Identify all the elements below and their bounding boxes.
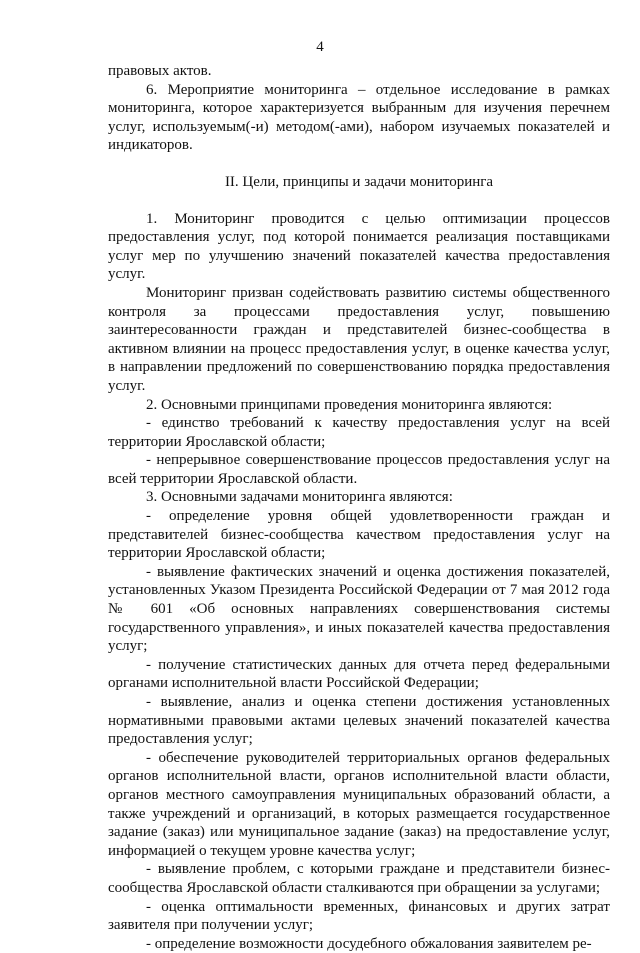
paragraph-3-tasks: 3. Основными задачами мониторинга являются:	[146, 489, 453, 506]
paragraph-continuation: правовых актов.	[108, 63, 212, 79]
list-item-task-appeal: - определение возможности досудебного обжалования заявителем ре-	[146, 935, 592, 952]
paragraph-public-control: Мониторинг призван содействовать развитию системы общественного контроля за процессами предоставления услуг, повышению заинтересованности граждан и представителей бизнес-сообщества в активном влиянии на процесс предоставления услуг, в оценке качества услуг, в направлении предложений по совершенствованию порядка предоставления услуг.	[108, 284, 610, 394]
list-item-task-information: - обеспечение руководителей территориальных органов федеральных органов исполнительной власти, органов исполнительной власти области, органов местного самоуправления муниципальных образований области, а также учреждений и организаций, в которых размещается государственное задание (заказ) или муниципальное задание (заказ) на предоставление услуг, информацией о текущем уровне качества услуг;	[108, 749, 610, 859]
section-heading: II. Цели, принципы и задачи мониторинга	[224, 173, 494, 190]
list-item-principle-improvement: - непрерывное совершенствование процессов предоставления услуг на всей территории Ярославской области.	[108, 452, 610, 487]
page-number: 4	[316, 39, 324, 55]
list-item-task-problems: - выявление проблем, с которыми граждане и представители бизнес-сообщества Ярославской области сталкиваются при обращении за услугами;	[108, 861, 610, 896]
list-item-task-statistics: - получение статистических данных для отчета перед федеральными органами исполнительной власти Российской Федерации;	[108, 656, 610, 692]
list-item-task-target-values: - выявление, анализ и оценка степени достижения установленных нормативными правовыми актами целевых значений показателей качества предоставления услуг;	[108, 694, 610, 748]
list-item-principle-unity: - единство требований к качеству предоставления услуг на всей территории Ярославской области;	[108, 415, 610, 450]
paragraph-6-monitoring-event: 6. Мероприятие мониторинга – отдельное исследование в рамках мониторинга, которое характеризуется выбранным для изучения перечнем услуг, используемым(-и) методом(-ами), набором изучаемых показателей и индикаторов.	[108, 81, 610, 154]
list-item-task-satisfaction: - определение уровня общей удовлетворенности граждан и представителей бизнес-сообщества качеством предоставления услуг на территории Ярославской области;	[108, 508, 610, 562]
document-body	[108, 62, 610, 953]
list-item-task-costs: - оценка оптимальности временных, финансовых и других затрат заявителя при получении услуг;	[108, 898, 610, 934]
paragraph-2-principles: 2. Основными принципами проведения мониторинга являются:	[146, 396, 553, 413]
paragraph-1-purpose: 1. Мониторинг проводится с целью оптимизации процессов предоставления услуг, под которой понимается реализация поставщиками услуг мер по улучшению значений показателей качества предоставления услуг.	[108, 210, 610, 283]
list-item-task-indicators: - выявление фактических значений и оценка достижения показателей, установленных Указом Президента Российской Федерации от 7 мая 2012 года № 601 «Об основных направлениях совершенствования системы государственного управления», и иных показателей качества предоставления услуг;	[108, 563, 610, 655]
